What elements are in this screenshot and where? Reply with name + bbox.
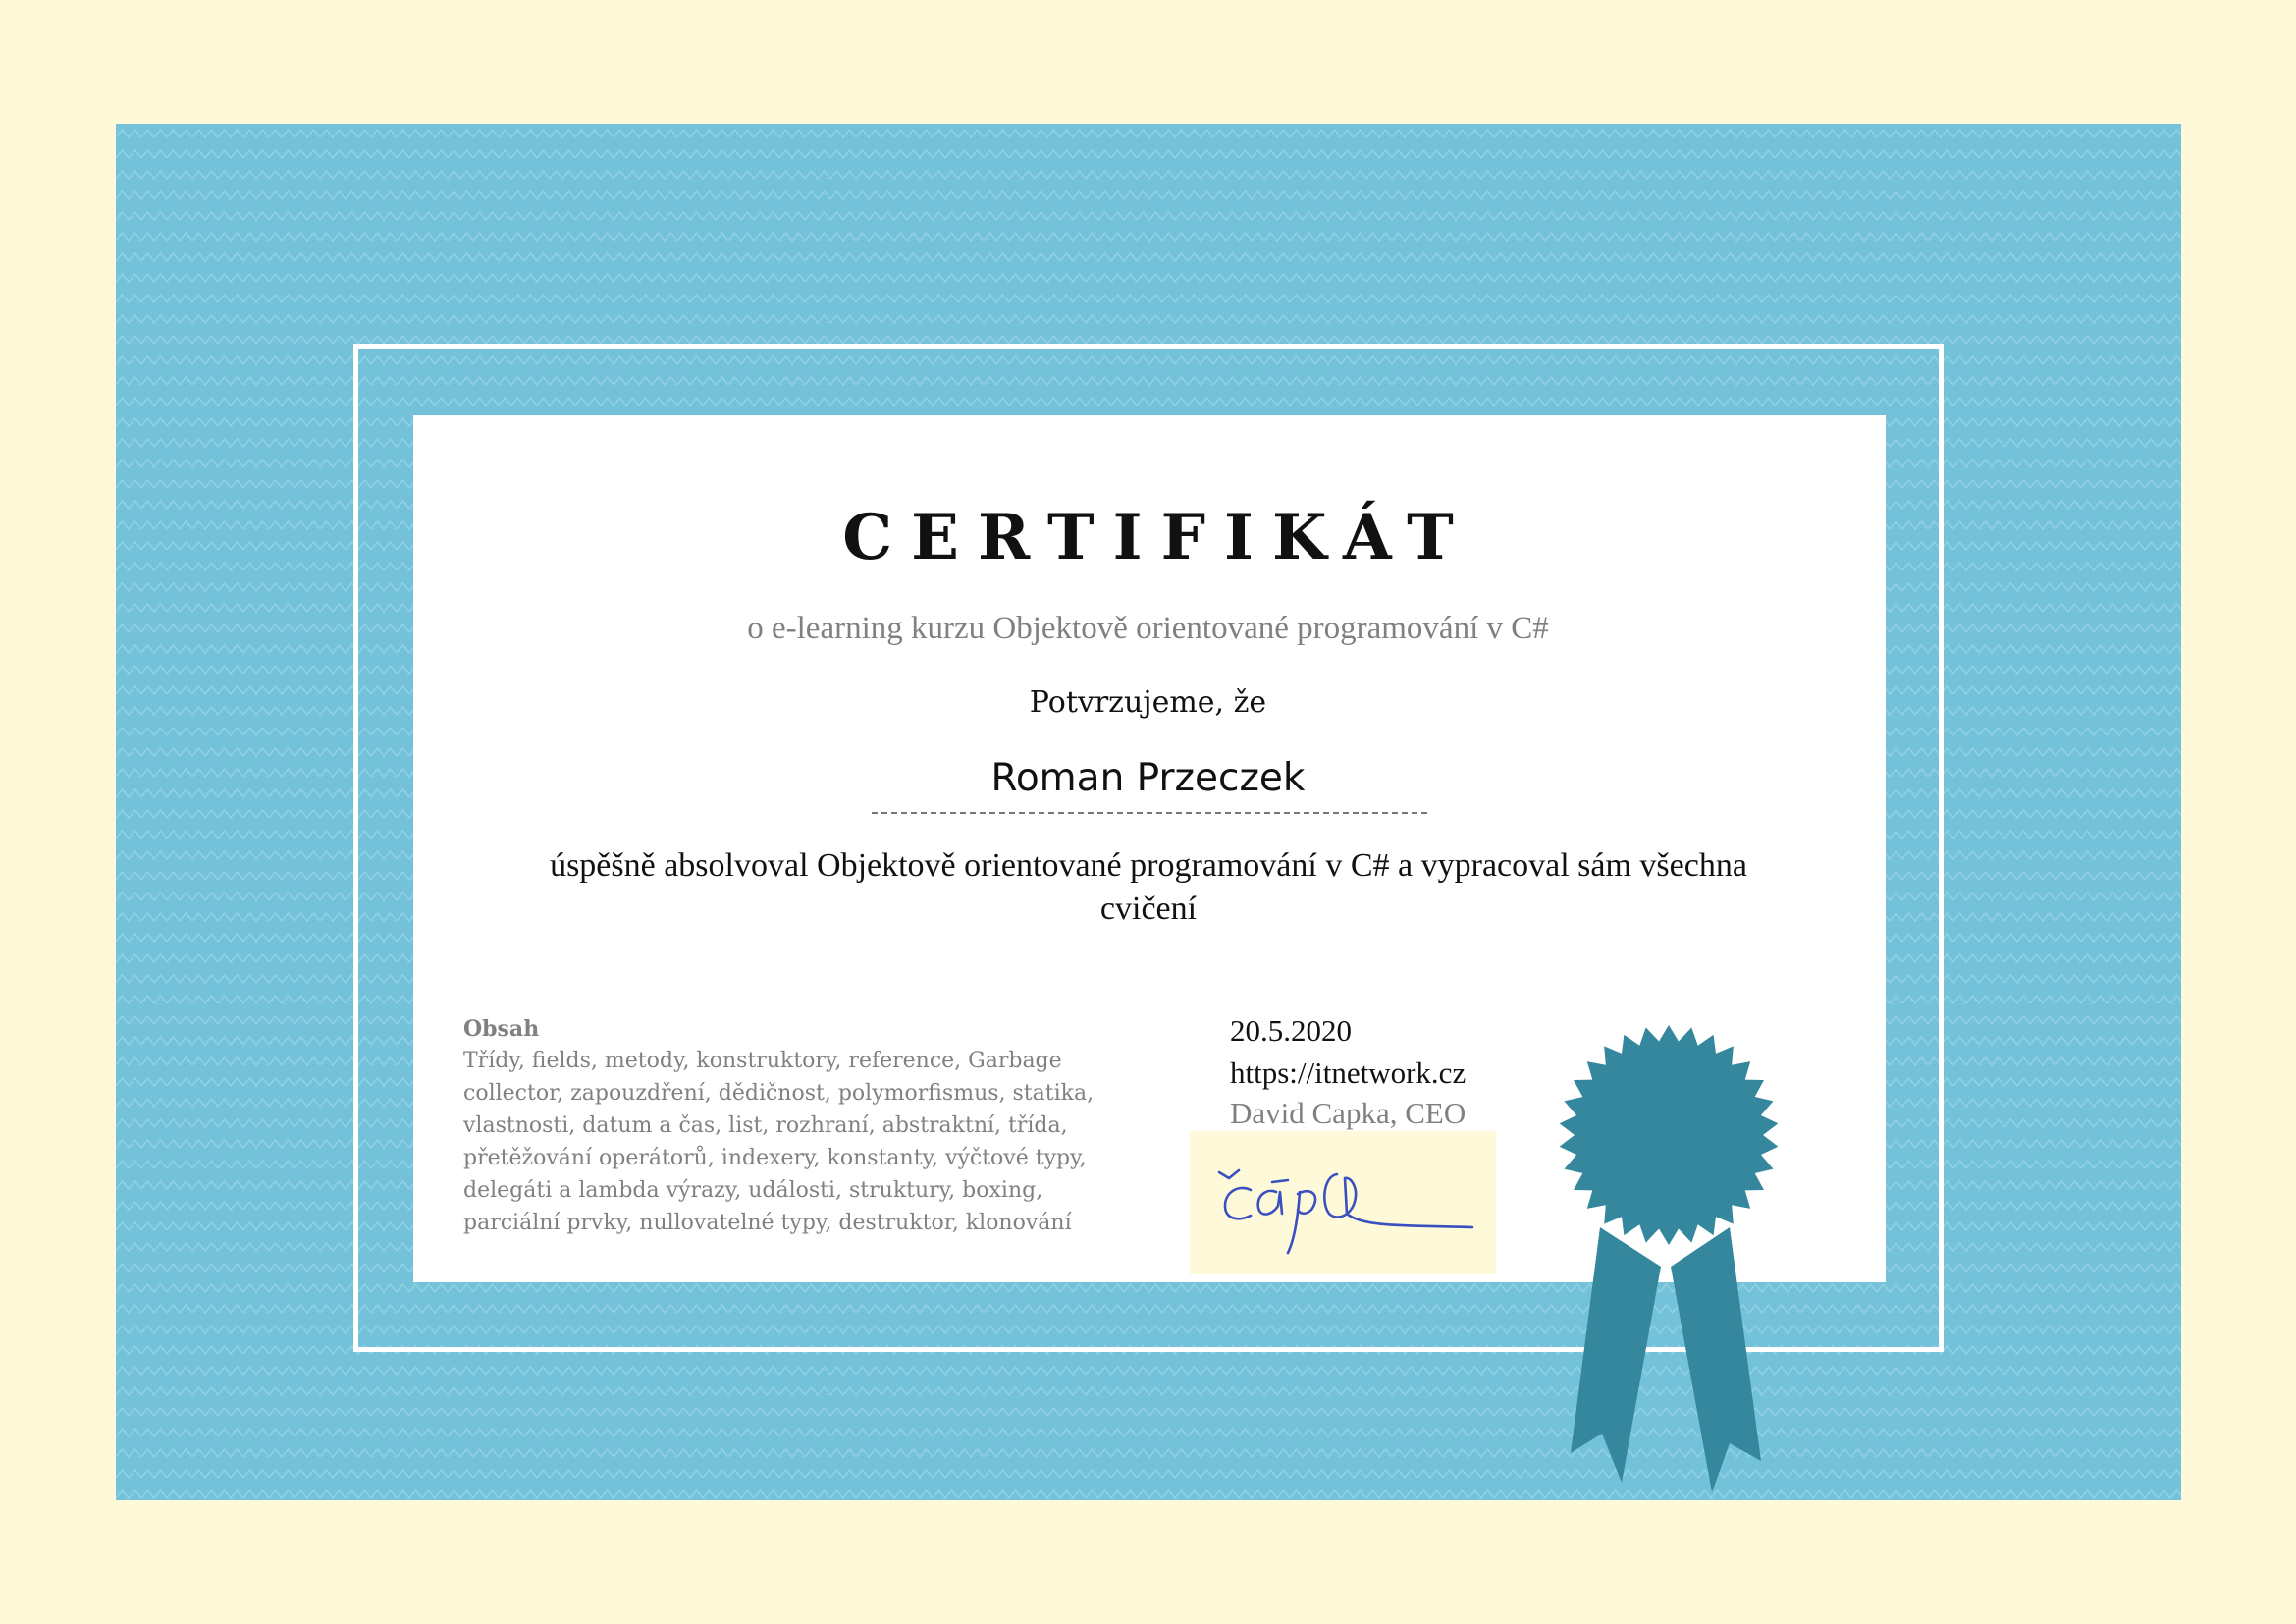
certificate-subtitle: o e-learning kurzu Objektově orientované programování v C#	[747, 611, 1549, 646]
contents-heading: Obsah	[463, 1016, 540, 1042]
name-underline	[872, 812, 1427, 814]
signature	[1190, 1131, 1496, 1274]
award-rosette-icon	[1553, 1021, 1798, 1512]
website-url: https://itnetwork.cz	[1230, 1056, 1467, 1090]
completion-statement: úspěšně absolvoval Objektově orientované programování v C# a vypracoval sám všechna cvičení	[550, 847, 1747, 927]
issue-date: 20.5.2020	[1230, 1013, 1352, 1048]
signature-icon	[1190, 1131, 1496, 1274]
certificate-title: CERTIFIKÁT	[842, 501, 1472, 574]
signer-name: David Capka, CEO	[1230, 1096, 1467, 1130]
recipient-name: Roman Przeczek	[990, 756, 1306, 800]
contents-text: Třídy, fields, metody, konstruktory, reference, Garbage collector, zapouzdření, dědičnost, polymorfismus, statika, vlastnosti, datum a čas, list, rozhraní, abstraktní, třída, přetěžování operátorů, indexery, konstanty, výčtové typy, delegáti a lambda výrazy, události, struktury, boxing, parciální prvky, nullovatelné typy, destruktor, klonování	[463, 1049, 1095, 1235]
confirm-text: Potvrzujeme, že	[1029, 685, 1267, 720]
